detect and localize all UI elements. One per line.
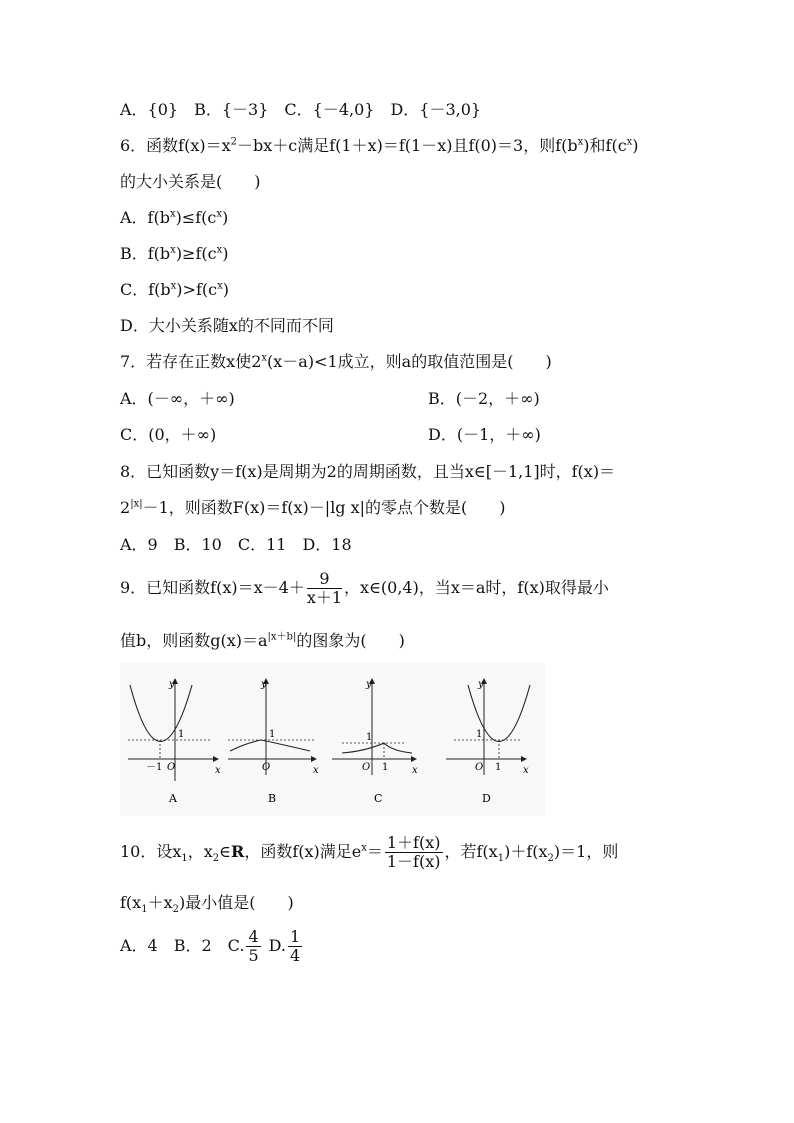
q9-stem — [120, 568, 609, 608]
q10-d-den: 4 — [289, 946, 301, 965]
q10-s3: 1 — [497, 853, 505, 865]
q9-stem-line2 — [120, 631, 405, 651]
graph-a-ylabel: y — [169, 679, 175, 690]
q7-text-a: 7．若存在正数x使2 — [120, 352, 262, 371]
q8-stem: 8．已知函数y＝f(x)是周期为2的周期函数，且当x∈[－1,1]时，f(x)＝ — [120, 462, 616, 481]
q10-opt-ab: A．4 B．2 C. — [120, 936, 245, 955]
graph-c-origin: O — [362, 762, 371, 773]
graph-b-caption: B — [268, 792, 277, 805]
q10-sup-x: x — [361, 842, 367, 854]
graph-b-one: 1 — [269, 729, 276, 740]
q6c-1: C．f(b — [120, 280, 171, 299]
graph-a-caption: A — [169, 792, 177, 805]
q7-option-b: B．(－2，＋∞) — [428, 389, 540, 408]
graph-d-one-y: 1 — [476, 729, 483, 740]
q6a-sup2: x — [216, 208, 223, 220]
q6-text-e: )和f(c — [583, 136, 627, 155]
q6a-1: A．f(b — [120, 208, 170, 227]
q7-option-c: C．(0，＋∞) — [120, 425, 217, 444]
q9-text-a: 9．已知函数f(x)＝x－4＋ — [120, 578, 305, 597]
graph-d-one-x: 1 — [495, 762, 502, 773]
q7-option-a: A．(－∞，＋∞) — [120, 389, 235, 408]
q6-option-b — [120, 244, 228, 264]
q10-i: )＝1，则 — [553, 842, 619, 861]
q9-text-b: ，x∈(0,4)，当x＝a时，f(x)取得最小 — [344, 578, 609, 597]
q10-s1: 1 — [181, 853, 188, 865]
q9-frac-num: 9 — [307, 570, 342, 589]
q9-text-e: 的图象为( ) — [296, 631, 405, 650]
q8-text-a: 2 — [120, 498, 131, 517]
graph-a-minus-one: －1 — [146, 762, 163, 773]
graph-b — [228, 679, 316, 775]
graph-b-xlabel: x — [313, 765, 319, 776]
q10-l2s1: 1 — [141, 904, 148, 916]
q10-s2: 2 — [212, 853, 220, 865]
q9-fraction — [307, 570, 342, 607]
q10-frac-num: 1＋f(x) — [386, 833, 441, 852]
q10-l2b: ＋x — [147, 893, 173, 912]
q10-options — [120, 926, 304, 966]
graph-b-origin: O — [262, 762, 271, 773]
graph-c-one-x: 1 — [382, 762, 389, 773]
q10-frac-den: 1－f(x) — [386, 852, 441, 871]
q8-text-c: －1，则函数F(x)＝f(x)－|lg x|的零点个数是( ) — [142, 498, 506, 517]
q6b-1: B．f(b — [120, 244, 171, 263]
graph-c-one-y: 1 — [366, 732, 373, 743]
q10-d: ，函数f(x)满足e — [244, 842, 362, 861]
q10-stem — [120, 832, 618, 872]
q10-opt-d-fraction — [288, 928, 302, 965]
q9-graphs-svg — [120, 663, 545, 816]
graph-b-ylabel: y — [261, 679, 267, 690]
q10-d-num: 1 — [289, 927, 301, 946]
q6b-2: )≥f(c — [175, 244, 217, 263]
q6b-sup1: x — [170, 244, 176, 256]
q6a-3: ) — [222, 208, 229, 227]
q10-real-set: R — [231, 842, 245, 861]
q6-stem — [120, 136, 639, 156]
q6-option-c — [120, 280, 229, 300]
q10-fraction — [385, 834, 443, 871]
q7-stem — [120, 352, 552, 372]
q6c-2: )>f(c — [176, 280, 218, 299]
graph-d-ylabel: y — [478, 679, 484, 690]
q6b-sup2: x — [216, 244, 223, 256]
q6-text-c: －bx＋c满足f(1＋x)＝f(1－x)且f(0)＝3，则f(b — [237, 136, 578, 155]
q6c-sup1: x — [170, 280, 177, 292]
q7-option-d: D．(－1，＋∞) — [428, 425, 541, 444]
graph-a-origin: O — [167, 762, 176, 773]
q6a-sup1: x — [169, 208, 176, 220]
q6-sup-x1: x — [577, 136, 584, 148]
q10-h: )＋f(x — [504, 842, 548, 861]
q10-l2s2: 2 — [172, 904, 179, 916]
graph-d-caption: D — [482, 792, 491, 805]
q10-c: ∈ — [219, 842, 232, 861]
graph-a-one: 1 — [178, 729, 185, 740]
q6-stem-line2: 的大小关系是( ) — [120, 172, 261, 191]
q10-l2c: )最小值是( ) — [178, 893, 294, 912]
q10-s4: 2 — [547, 853, 554, 865]
graph-c-caption: C — [374, 792, 383, 805]
graph-a-xlabel: x — [215, 765, 221, 776]
q10-g: ，若f(x — [444, 842, 498, 861]
q6-sup-2: 2 — [230, 136, 238, 148]
q6-sup-x2: x — [626, 136, 633, 148]
q10-opt-c-fraction — [246, 928, 260, 965]
q5-options: A．{0} B．{－3} C．{－4,0} D．{－3,0} — [120, 100, 482, 119]
q8-stem-line2 — [120, 498, 506, 518]
q9-frac-den: x＋1 — [306, 588, 343, 607]
q10-a: 10．设x — [120, 842, 182, 861]
q10-b: ，x — [187, 842, 213, 861]
q9-graph-options — [120, 663, 545, 816]
q6b-3: ) — [222, 244, 229, 263]
q6-text-a: 6．函数f(x)＝x — [120, 136, 231, 155]
q6a-2: )≤f(c — [175, 208, 217, 227]
q10-f: ＝ — [366, 842, 383, 861]
q9-text-c: 值b，则函数g(x)＝a — [120, 631, 268, 650]
q10-c-num: 4 — [248, 927, 259, 946]
q6c-sup2: x — [217, 280, 223, 292]
q10-opt-d: D. — [268, 936, 286, 955]
graph-d-origin: O — [475, 762, 484, 773]
q8-sup-absx: |x| — [130, 498, 143, 510]
q10-l2a: f(x — [120, 893, 142, 912]
graph-d-xlabel: x — [523, 765, 529, 776]
q10-stem-line2 — [120, 893, 294, 916]
q6-option-d: D．大小关系随x的不同而不同 — [120, 316, 334, 335]
q6c-3: ) — [222, 280, 229, 299]
q6-option-a — [120, 208, 228, 228]
q8-options: A．9 B．10 C．11 D．18 — [120, 535, 352, 554]
graph-c — [332, 679, 416, 775]
q7-text-c: (x－a)<1成立，则a的取值范围是( ) — [267, 352, 552, 371]
q9-sup-abs: |x＋b| — [267, 631, 297, 643]
q7-sup-x: x — [261, 352, 268, 364]
graph-c-ylabel: y — [366, 679, 372, 690]
graph-d — [446, 679, 530, 775]
q6-text-g: ) — [632, 136, 639, 155]
graph-c-xlabel: x — [412, 765, 418, 776]
q10-c-den: 5 — [248, 946, 259, 965]
